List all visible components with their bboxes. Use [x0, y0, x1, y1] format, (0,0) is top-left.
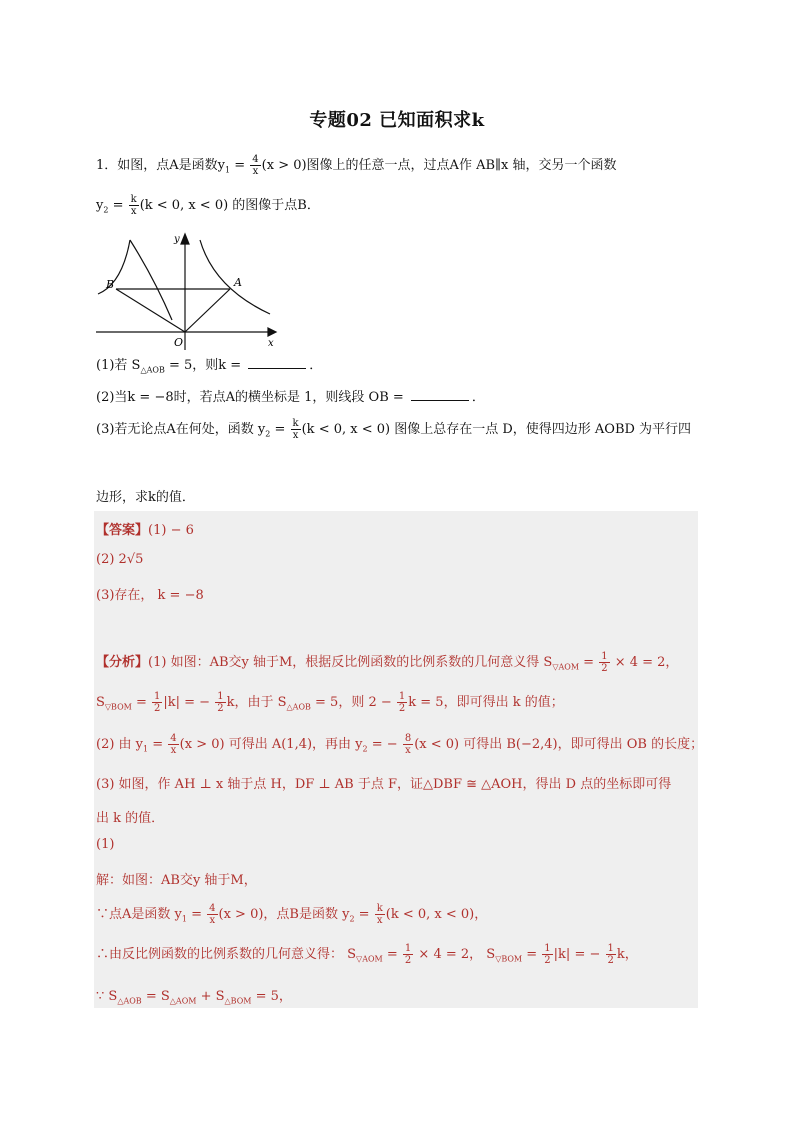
part-1: (1)若 $S_{\triangle AOB} = 5$，则k = ． — [96, 358, 323, 375]
analysis-4: (3) 如图，作 AH ⊥ x 轴于点 H，DF ⊥ AB 于点 F，证△DBF ≅ △AOH，得出 D 点的坐标即可得 — [96, 777, 672, 792]
part-3: (3)若无论点A在何处，函数 $y_2$ = $\frac{k}{x}$ (k < 0, x < 0) 图像上总存在一点 D，使得四边形 AOBD 为平行四 — [96, 418, 692, 441]
label-b: B — [106, 278, 115, 291]
analysis-5: 出 k 的值． — [96, 811, 165, 826]
hyperbola-figure — [92, 228, 282, 352]
solution-step-2: 解：如图：AB交y 轴于M， — [96, 873, 257, 888]
part-3-continued: 边形，求k的值． — [96, 490, 195, 505]
left-hyperbola-branch — [130, 240, 172, 320]
solution-step-5: ∵ $S_{\triangle AOB} = S_{\triangle AOM} + S_{\triangle BOM} = 5$， — [96, 989, 292, 1006]
label-a: A — [234, 276, 242, 289]
fraction-4-over-x: $\frac{4}{x}$ — [252, 154, 259, 177]
solution-step-1: (1) — [96, 837, 115, 852]
y-axis-arrow — [181, 234, 189, 244]
answer-1: 【答案】(1) − 6 — [96, 523, 194, 538]
part-2: (2)当k = −8时，若点A的横坐标是 1，则线段 OB = ． — [96, 390, 485, 405]
fraction-k-over-x: $\frac{k}{x}$ — [130, 194, 137, 217]
question-line-2: $y_2$ = $\frac{k}{x}$ (k < 0, x < 0) 的图像于点B． — [96, 194, 320, 217]
page-title: 专题02 已知面积求k — [309, 110, 485, 131]
segment-ob — [116, 289, 185, 332]
solution-step-4: ∴由反比例函数的比例系数的几何意义得： $S_{▽AOM}$ = $\frac{1}{2}$ × 4 = 2， $S_{▽BOM}$ = $\frac{1}{2}$ |k| = − $\frac{1}{2}$ k， — [96, 943, 638, 966]
answer-3: (3)存在， k = −8 — [96, 588, 204, 603]
answer-2: (2) 2√5 — [96, 552, 144, 567]
x-axis-arrow — [268, 328, 276, 336]
answer-box — [94, 511, 704, 1008]
question-line-1: 1．如图，点A是函数$y_1$ = $\frac{4}{x}$ (x > 0)图像上的任意一点，过点A作 AB∥x 轴，交另一个函数 — [96, 154, 617, 177]
label-y: y — [174, 234, 180, 245]
label-x: x — [268, 338, 274, 349]
answer-blank-2 — [411, 390, 469, 401]
analysis-1: 【分析】(1) 如图：AB交y 轴于M，根据反比例函数的比例系数的几何意义得 $S_{▽AOM}$ = $\frac{1}{2}$ × 4 = 2， — [96, 651, 679, 674]
label-o: O — [174, 336, 184, 349]
analysis-3: (2) 由 $y_1$ = $\frac{4}{x}$ (x > 0) 可得出 A(1,4)，再由 $y_2$ = − $\frac{8}{x}$ (x < 0) 可得出 B(−2,4)，即可得出 OB 的长度； — [96, 733, 704, 756]
analysis-2: $S_{▽BOM}$ = $\frac{1}{2}$ |k| = − $\frac{1}{2}$ k，由于 $S_{\triangle AOB} = 5$，则 2 − $\frac{1}{2}$ k = 5，即可得出 k 的值； — [96, 691, 564, 714]
solution-step-3: ∵点A是函数 $y_1$ = $\frac{4}{x}$ (x > 0)，点B是函数 $y_2$ = $\frac{k}{x}$ (k < 0, x < 0)， — [96, 903, 488, 926]
segment-oa — [185, 289, 230, 332]
answer-blank-1 — [248, 358, 306, 369]
